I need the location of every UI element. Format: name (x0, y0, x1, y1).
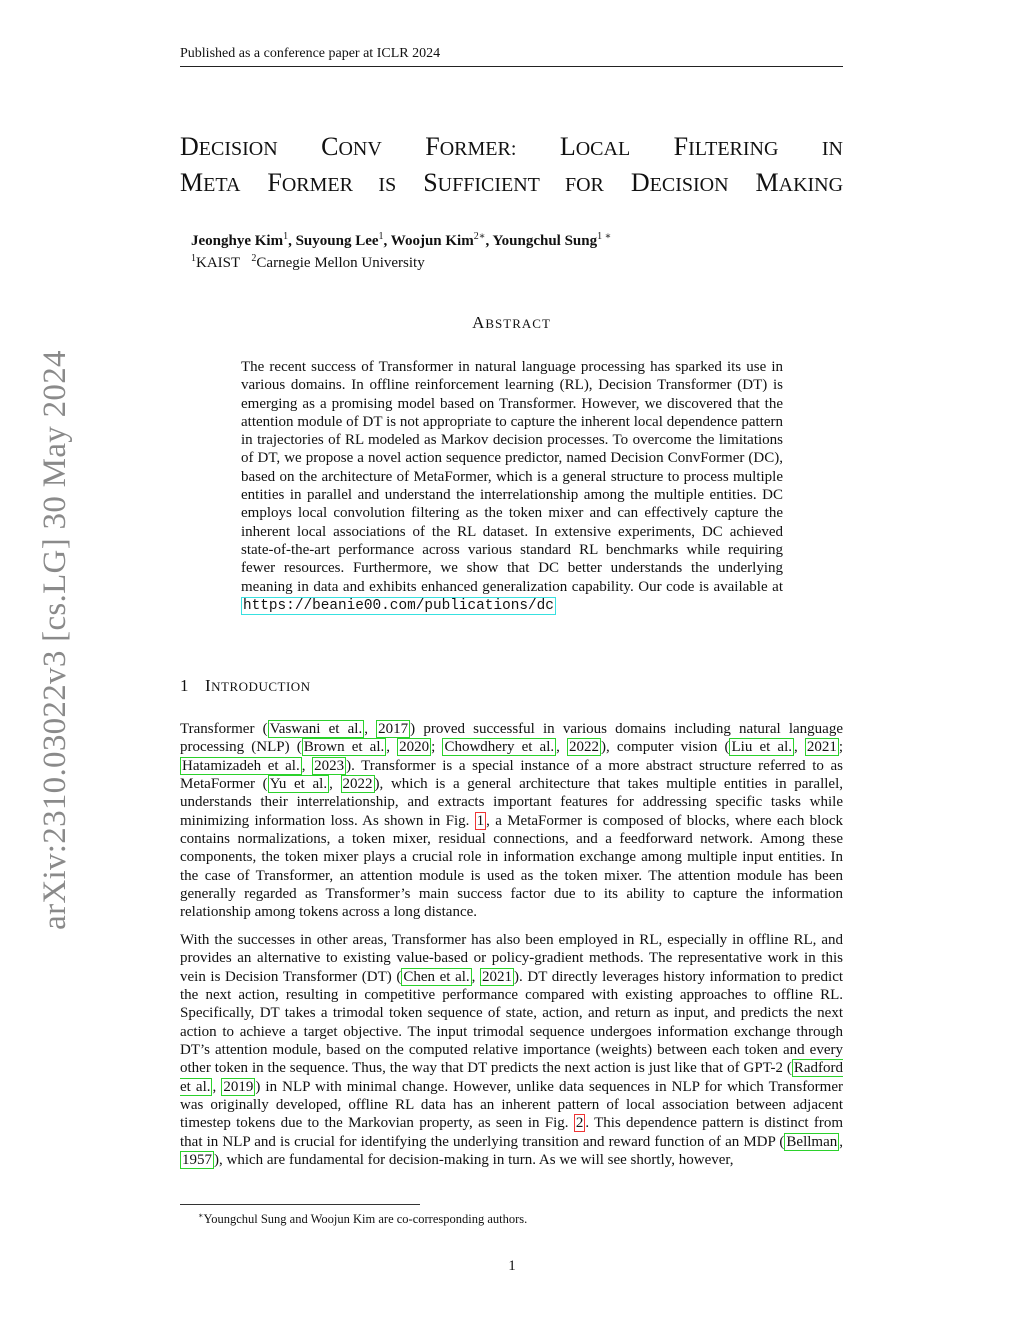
section-number: 1 (180, 676, 189, 695)
title-word: FORMER IS (267, 168, 397, 197)
intro-paragraph-1: Transformer ( Vaswani et al. , 2017 ) proved successful in various domains including natural language processing (NLP) ( Brown et al. , 2020 ; Chowdhery et al. , 2022 ), computer vision ( Liu et al. , 2021 ; Hatamizadeh et al. , 2023 ). Transformer is a special instance of a more abstract structure referred to as MetaFormer ( Yu et al. , 2022 ), which is a general architecture that takes multiple entities in parallel, understands their interrelationship, and extracts important features for addressing specific tasks while minimizing information loss. As shown in Fig. 1 , a MetaFormer is composed of blocks, where each block contains normalizations, a token mixer, residual connections, and a feedforward network. Among these components, the token mixer plays a crucial role in information exchange among multiple input entities. In the case of Transformer, an attention module is used as the token mixer. The attention module has been generally regarded as Transformer’s main success factor due to its ability to capture the information relationship among tokens across a long distance. (180, 721, 844, 921)
footnote: ∗Youngchul Sung and Woojun Kim are co-corresponding authors. (198, 1211, 528, 1227)
citation-link[interactable]: Brown et al. (303, 739, 385, 756)
title-word: DECISION (180, 132, 278, 161)
title-line-2 (180, 166, 843, 202)
title-word: CONV (321, 132, 382, 161)
citation-link[interactable]: Radford et al. (180, 1060, 843, 1095)
affiliation: KAIST (196, 255, 241, 271)
citation-link[interactable]: 2021 (806, 739, 837, 756)
abstract-heading: ABSTRACT (472, 313, 551, 332)
running-header: Published as a conference paper at ICLR 2024 (180, 46, 843, 67)
intro-paragraph-2: With the successes in other areas, Transformer has also been employed in RL, especially in offline RL, and provides an alternative to existing value-based or policy-gradient methods. The representative work in this vein is Decision Transformer (DT) ( Chen et al. , 2021 ). DT directly leverages history information to predict the next action, resulting in competitive performance compared with existing approaches to offline RL. Specifically, DT takes a trimodal token sequence of state, action, and return as input, and predicts the next action to achieve a target objective. The input trimodal sequence undergoes information exchange through DT’s attention module, based on the computed relative importance (weights) between each token and every other token in the sequence. Thus, the way that DT predicts the next action is just like that of GPT-2 ( Radford et al. , 2019 ) in NLP with minimal change. However, unlike data sequences in NLP for which Transformer was originally developed, offline RL data has an inherent pattern of local association between adjacent timestep tokens due to the Markovian property, as seen in Fig. 2 . This dependence pattern is distinct from that in NLP and is crucial for identifying the underlying transition and reward function of an MDP ( Bellman , 1957 ), which are fundamental for decision-making in turn. As we will see shortly, however, (180, 932, 844, 1169)
affiliations: $^1$KAIST $^2$Carnegie Mellon University (191, 253, 425, 271)
footnote-divider (180, 1204, 420, 1205)
figure-ref-link[interactable]: 2 (575, 1115, 584, 1132)
abstract-text: The recent success of Transformer in natural language processing has sparked its use in various domains. In offline reinforcement learning (RL), Decision Transformer (DT) is emerging as a promising model based on Transformer. However, we discovered that the attention module of DT is not appropriate to capture the inherent local dependence pattern in trajectories of RL modeled as Markov decision processes. To overcome the limitations of DT, we propose a novel action sequence predictor, named Decision ConvFormer (DC), based on the architecture of MetaFormer, which is a general structure to process multiple entities in parallel and understand the interrelationship among the multiple entities. DC employs local convolution filtering as the token mixer and can effectively capture the inherent local associations of the RL dataset. In extensive experiments, DC achieved state-of-the-art performance across various standard RL benchmarks while requiring fewer resources. Furthermore, we show that DC better understands the underlying meaning in data and exhibits enhanced generalization capability. Our code is available at (241, 359, 783, 595)
citation-link[interactable]: Chen et al. (403, 968, 470, 985)
citation-link[interactable]: 2022 (342, 776, 373, 793)
title-word: MAKING (755, 168, 844, 197)
author-name: Woojun Kim (390, 233, 474, 249)
title-word: IN (821, 138, 843, 160)
citation-link[interactable]: 2019 (223, 1078, 254, 1095)
citation-link[interactable]: 2017 (378, 721, 409, 737)
citation-link[interactable]: Vaswani et al. (269, 721, 363, 737)
citation-link[interactable]: Yu et al. (269, 776, 328, 793)
author-name: Jeonghye Kim (191, 233, 284, 249)
title-line-1 (180, 130, 843, 166)
title-word: META (180, 168, 241, 197)
citation-link[interactable]: Bellman (786, 1133, 838, 1150)
citation-link[interactable]: 2022 (569, 739, 600, 756)
title-word: FORMER: (425, 132, 517, 161)
author-name: Youngchul Sung (492, 233, 598, 249)
author-names: Jeonghye Kim$^1$, Suyoung Lee$^1$, Woojun Kim$^{2∗}$, Youngchul Sung$^{1 ∗}$ (191, 231, 612, 249)
code-url-link[interactable]: https://beanie00.com/publications/dc (243, 597, 554, 614)
title-word: SUFFICIENT FOR (423, 168, 604, 197)
citation-link[interactable]: Chowdhery et al. (444, 739, 555, 756)
citation-link[interactable]: Liu et al. (731, 739, 792, 756)
title-word: FILTERING (673, 132, 779, 161)
figure-ref-link[interactable]: 1 (476, 812, 485, 829)
paper-title (180, 130, 843, 202)
citation-link[interactable]: Hatamizadeh et al. (182, 757, 300, 774)
arxiv-stamp: arXiv:2310.03022v3 [cs.LG] 30 May 2024 (37, 350, 73, 930)
abstract-body (241, 358, 783, 615)
affiliation: Carnegie Mellon University (256, 255, 425, 271)
title-word: LOCAL (559, 132, 631, 161)
citation-link[interactable]: 2023 (314, 757, 345, 774)
citation-link[interactable]: 1957 (182, 1152, 212, 1169)
section-heading-introduction: 1 INTRODUCTION (180, 676, 311, 695)
citation-link[interactable]: 2020 (399, 739, 430, 756)
author-block (191, 228, 791, 272)
citation-link[interactable]: 2021 (482, 968, 513, 985)
author-name: Suyoung Lee (295, 233, 379, 249)
title-word: DECISION (630, 168, 729, 197)
page-number: 1 (508, 1258, 516, 1274)
